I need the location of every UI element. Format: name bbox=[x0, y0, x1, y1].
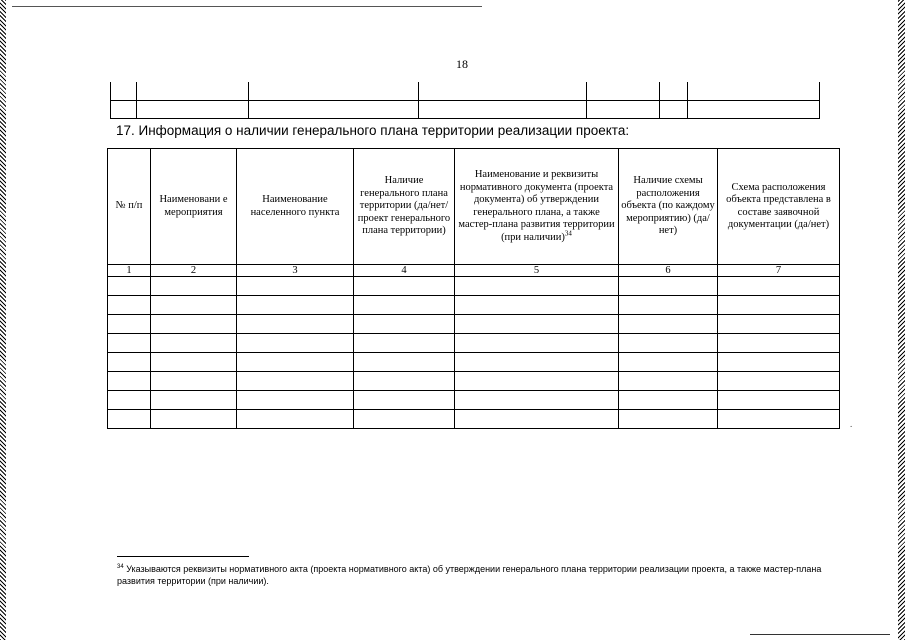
page-number: 18 bbox=[456, 57, 468, 71]
continuation-table bbox=[110, 82, 820, 119]
table-cell bbox=[237, 277, 354, 296]
table-cell bbox=[455, 391, 619, 410]
footnote bbox=[117, 563, 832, 587]
table-cell bbox=[619, 315, 718, 334]
scan-edge-right bbox=[898, 0, 905, 640]
header-cell bbox=[619, 149, 718, 265]
scan-edge-left bbox=[0, 0, 6, 640]
table-row bbox=[108, 410, 840, 429]
table-cell bbox=[354, 334, 455, 353]
table-cell bbox=[718, 296, 840, 315]
scan-mark: . bbox=[850, 419, 853, 429]
table-cell bbox=[151, 410, 237, 429]
header-text: Наличие схемы расположения объекта (по каждому мероприятию) (да/нет) bbox=[621, 175, 715, 237]
footnote-text: Указываются реквизиты нормативного акта (проекта нормативного акта) об утверждении генерального плана территории реализации проекта, а также мастер-плана развития территории (при наличии). bbox=[117, 564, 822, 586]
header-text: Наименование и реквизиты нормативного документа (проекта документа) об утверждении генерального плана, а также мастер-плана развития территории (при наличии) bbox=[458, 169, 615, 243]
footnote-marker: 34 bbox=[117, 564, 124, 570]
table-cell bbox=[151, 277, 237, 296]
column-number: 3 bbox=[237, 265, 354, 277]
table-cell bbox=[455, 315, 619, 334]
table-row bbox=[108, 315, 840, 334]
continuation-table-column-divider bbox=[659, 82, 660, 118]
table-cell bbox=[619, 277, 718, 296]
table-cell bbox=[108, 277, 151, 296]
table-cell bbox=[108, 353, 151, 372]
header-cell bbox=[354, 149, 455, 265]
column-number-row bbox=[108, 265, 840, 277]
header-text: Наименовани е мероприятия bbox=[159, 194, 228, 218]
table-row bbox=[108, 277, 840, 296]
table-cell bbox=[619, 296, 718, 315]
table-cell bbox=[354, 372, 455, 391]
table-row bbox=[108, 334, 840, 353]
general-plan-table bbox=[107, 148, 840, 429]
continuation-table-column-divider bbox=[586, 82, 587, 118]
table-row bbox=[108, 353, 840, 372]
table-cell bbox=[718, 277, 840, 296]
column-number: 1 bbox=[108, 265, 151, 277]
table-cell bbox=[237, 334, 354, 353]
table-cell bbox=[455, 353, 619, 372]
table-cell bbox=[108, 410, 151, 429]
table-cell bbox=[108, 296, 151, 315]
continuation-table-row-divider bbox=[111, 100, 819, 101]
table-cell bbox=[108, 391, 151, 410]
header-text: Наличие генерального плана территории (да/нет/проект генерального плана территории) bbox=[357, 175, 451, 237]
table-cell bbox=[354, 410, 455, 429]
table-cell bbox=[354, 353, 455, 372]
header-text: № п/п bbox=[115, 200, 143, 212]
column-number: 6 bbox=[619, 265, 718, 277]
table-cell bbox=[108, 372, 151, 391]
table-cell bbox=[108, 334, 151, 353]
continuation-table-column-divider bbox=[687, 82, 688, 118]
table-cell bbox=[108, 315, 151, 334]
table-cell bbox=[151, 334, 237, 353]
footnote-rule bbox=[117, 556, 249, 557]
table-cell bbox=[151, 391, 237, 410]
continuation-table-column-divider bbox=[136, 82, 137, 118]
table-cell bbox=[619, 410, 718, 429]
table-cell bbox=[619, 353, 718, 372]
table-cell bbox=[455, 334, 619, 353]
table-cell bbox=[619, 391, 718, 410]
header-cell bbox=[151, 149, 237, 265]
table-cell bbox=[237, 296, 354, 315]
column-number: 7 bbox=[718, 265, 840, 277]
table-cell bbox=[151, 296, 237, 315]
table-cell bbox=[619, 372, 718, 391]
table-cell bbox=[718, 353, 840, 372]
column-number: 4 bbox=[354, 265, 455, 277]
table-cell bbox=[237, 410, 354, 429]
footnote-reference: 34 bbox=[564, 229, 572, 237]
header-cell bbox=[455, 149, 619, 265]
table-row bbox=[108, 391, 840, 410]
table-cell bbox=[718, 372, 840, 391]
column-number: 2 bbox=[151, 265, 237, 277]
table-cell bbox=[455, 277, 619, 296]
table-row bbox=[108, 296, 840, 315]
header-text: Схема расположения объекта представлена в составе заявочной документации (да/нет) bbox=[726, 181, 831, 230]
continuation-table-column-divider bbox=[248, 82, 249, 118]
table-cell bbox=[455, 410, 619, 429]
table-cell bbox=[237, 315, 354, 334]
table-cell bbox=[354, 391, 455, 410]
table-cell bbox=[354, 296, 455, 315]
section-heading: 17. Информация о наличии генерального плана территории реализации проекта: bbox=[116, 123, 630, 138]
table-cell bbox=[455, 296, 619, 315]
table-cell bbox=[619, 334, 718, 353]
table-cell bbox=[237, 391, 354, 410]
table-cell bbox=[237, 353, 354, 372]
table-cell bbox=[718, 334, 840, 353]
table-cell bbox=[718, 391, 840, 410]
table-header-row bbox=[108, 149, 840, 265]
column-number: 5 bbox=[455, 265, 619, 277]
table-cell bbox=[354, 277, 455, 296]
table-cell bbox=[718, 410, 840, 429]
table-cell bbox=[237, 372, 354, 391]
table-cell bbox=[455, 372, 619, 391]
table-cell bbox=[151, 353, 237, 372]
header-cell bbox=[237, 149, 354, 265]
scan-bottom-line bbox=[750, 634, 890, 635]
table-cell bbox=[354, 315, 455, 334]
continuation-table-column-divider bbox=[418, 82, 419, 118]
table-cell bbox=[151, 372, 237, 391]
header-cell bbox=[108, 149, 151, 265]
table-cell bbox=[151, 315, 237, 334]
header-cell bbox=[718, 149, 840, 265]
header-text: Наименование населенного пункта bbox=[250, 194, 340, 218]
table-row bbox=[108, 372, 840, 391]
table-cell bbox=[718, 315, 840, 334]
scan-top-line bbox=[12, 6, 482, 7]
